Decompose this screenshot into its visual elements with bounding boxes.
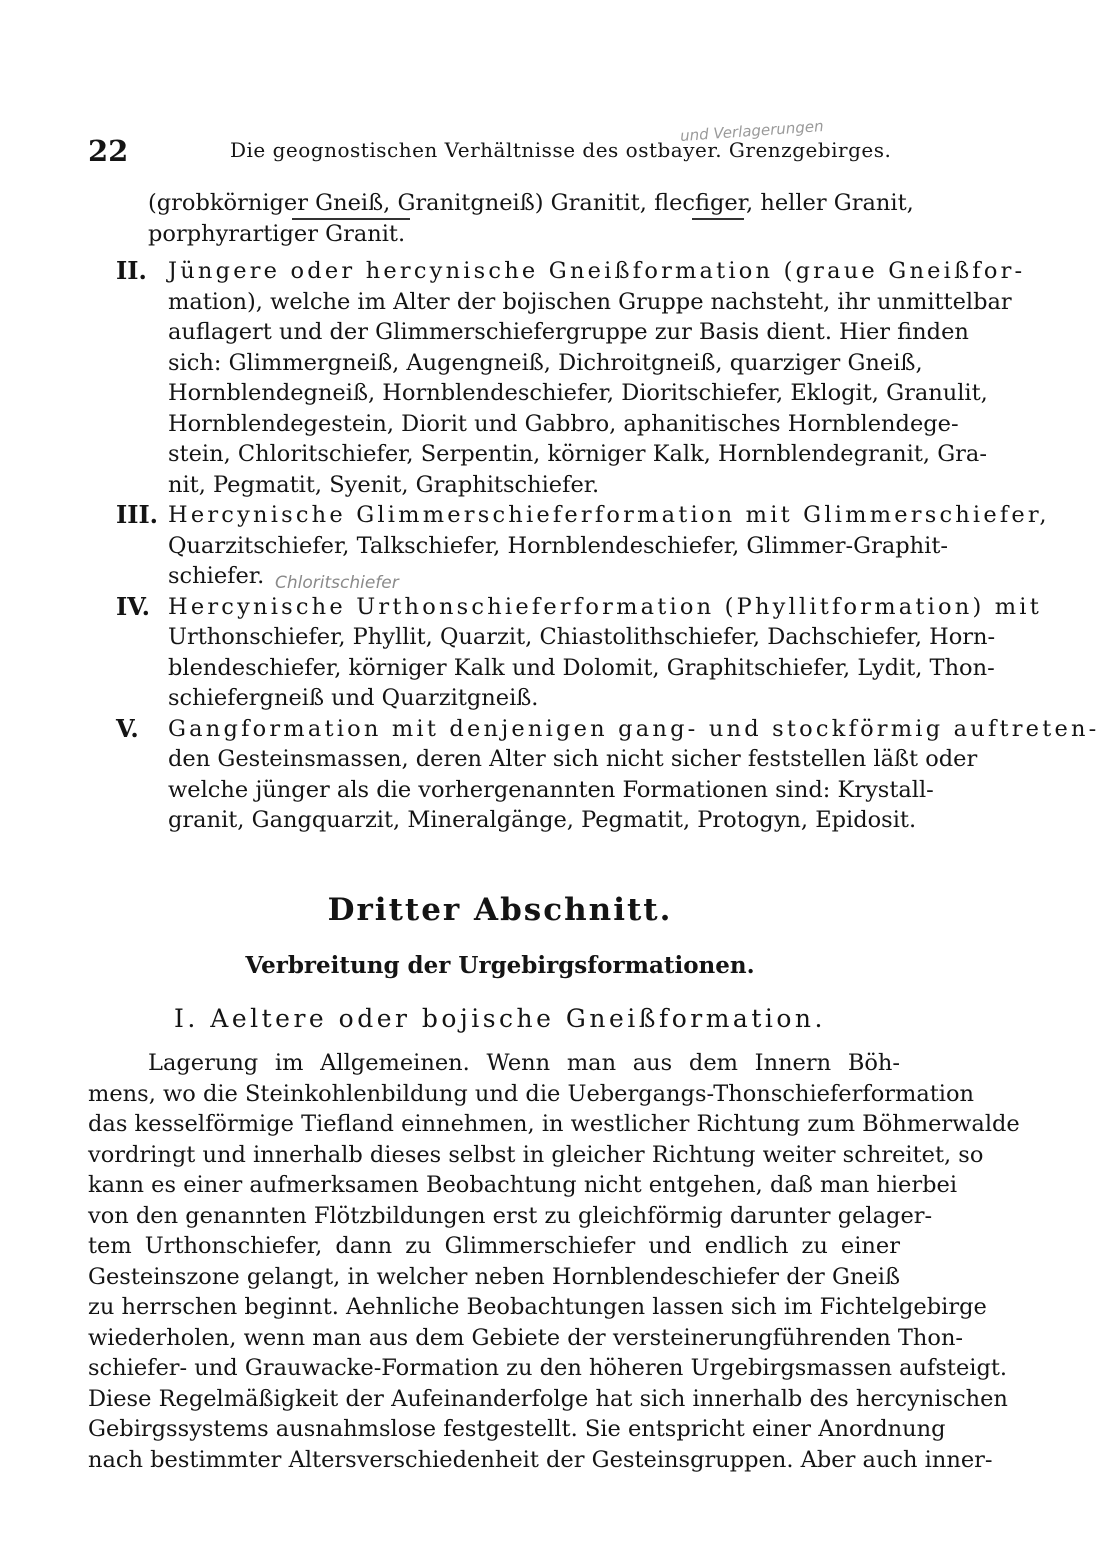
page-header (88, 117, 898, 174)
text-line: (grobkörniger Gneiß, Granitgneiß) Granitit, flecfiger, heller Granit, (148, 190, 914, 216)
text-line: Lagerung im Allgemeinen. Wenn man aus dem Innern Böh- (148, 1050, 900, 1076)
text-line: schiefer. (168, 563, 265, 589)
text-line: porphyrartiger Granit. (148, 220, 406, 247)
formation-numeral: V. (116, 713, 139, 743)
formation-item (116, 713, 1099, 836)
running-head: Die geognostischen Verhältnisse des ostbayer. Grenzgebirges. (230, 138, 892, 162)
handwritten-note: und Verlagerungen (679, 117, 825, 145)
text-line: granit, Gangquarzit, Mineralgänge, Pegmatit, Protogyn, Epidosit. (168, 807, 917, 833)
text-line: mens, wo die Steinkohlenbildung und die Uebergangs-Thonschieferformation (88, 1080, 975, 1107)
text-line: sich: Glimmergneiß, Augengneiß, Dichroitgneiß, quarziger Gneiß, (168, 349, 923, 376)
formation-item (116, 591, 1042, 714)
formation-item (116, 256, 1026, 500)
text-line: mation), welche im Alter der bojischen Gruppe nachsteht, ihr unmittelbar (168, 288, 1012, 315)
text-line: von den genannten Flötzbildungen erst zu gleichförmig darunter gelager- (88, 1202, 933, 1229)
handwritten-note: Chloritschiefer (275, 573, 399, 593)
text-line: zu herrschen beginnt. Aehnliche Beobachtungen lassen sich im Fichtelgebirge (88, 1294, 987, 1320)
body-paragraph (88, 1048, 1020, 1475)
text-line: Jüngere oder hercynische Gneißformation (graue Gneißfor- (168, 258, 1026, 284)
text-line: vordringt und innerhalb dieses selbst in gleicher Richtung weiter schreitet, so (88, 1141, 984, 1168)
text-line: nit, Pegmatit, Syenit, Graphitschiefer. (168, 471, 600, 498)
page-number: 22 (88, 134, 129, 168)
text-line: Hercynische Urthonschieferformation (Phyllitformation) mit (168, 593, 1042, 620)
text-line: Gebirgssystems ausnahmslose festgestellt. Sie entspricht einer Anordnung (88, 1416, 946, 1442)
text-line: Diese Regelmäßigkeit der Aufeinanderfolge hat sich innerhalb des hercynischen (88, 1385, 1008, 1412)
text-line: Gangformation mit denjenigen gang- und stockförmig auftreten- (168, 715, 1099, 742)
text-line: Hercynische Glimmerschieferformation mit Glimmerschiefer, (168, 502, 1050, 528)
subsection-title: I. Aeltere oder bojische Gneißformation. (174, 1004, 826, 1033)
formation-numeral: IV. (116, 591, 151, 621)
text-line: Hornblendegestein, Diorit und Gabbro, aphanitisches Hornblendege- (168, 410, 959, 437)
section-subtitle: Verbreitung der Urgebirgsformationen. (245, 952, 755, 979)
text-line: Hornblendegneiß, Hornblendeschiefer, Dioritschiefer, Eklogit, Granulit, (168, 380, 988, 406)
text-line: das kesselförmige Tiefland einnehmen, in westlicher Richtung zum Böhmerwalde (88, 1111, 1020, 1137)
text-line: kann es einer aufmerksamen Beobachtung nicht entgehen, daß man hierbei (88, 1172, 958, 1198)
text-line: stein, Chloritschiefer, Serpentin, körniger Kalk, Hornblendegranit, Gra- (168, 441, 987, 467)
text-line: schiefergneiß und Quarzitgneiß. (168, 685, 539, 711)
formation-item (116, 500, 1050, 592)
text-line: Urthonschiefer, Phyllit, Quarzit, Chiastolithschiefer, Dachschiefer, Horn- (168, 624, 996, 650)
formation-list (116, 256, 1099, 836)
text-line: auflagert und der Glimmerschiefergruppe zur Basis dient. Hier finden (168, 319, 969, 345)
text-line: wiederholen, wenn man aus dem Gebiete der versteinerungführenden Thon- (88, 1324, 964, 1351)
text-line: den Gesteinsmassen, deren Alter sich nicht sicher feststellen läßt oder (168, 746, 978, 772)
text-line: Gesteinszone gelangt, in welcher neben Hornblendeschiefer der Gneiß (88, 1263, 900, 1290)
text-line: schiefer- und Grauwacke-Formation zu den höheren Urgebirgsmassen aufsteigt. (88, 1355, 1008, 1381)
text-line: nach bestimmter Altersverschiedenheit der Gesteinsgruppen. Aber auch inner- (88, 1446, 993, 1473)
formation-numeral: III. (116, 500, 159, 529)
formation-numeral: II. (116, 256, 147, 285)
text-line: welche jünger als die vorhergenannten Formationen sind: Krystall- (168, 776, 934, 803)
pencil-underline (292, 218, 410, 220)
section-title: Dritter Abschnitt. (327, 892, 673, 928)
text-line: tem Urthonschiefer, dann zu Glimmerschiefer und endlich zu einer (88, 1233, 900, 1259)
continued-list-text (148, 188, 914, 249)
text-line: blendeschiefer, körniger Kalk und Dolomit, Graphitschiefer, Lydit, Thon- (168, 654, 995, 681)
text-line: Quarzitschiefer, Talkschiefer, Hornblendeschiefer, Glimmer-Graphit- (168, 532, 948, 559)
pencil-underline (692, 218, 744, 220)
